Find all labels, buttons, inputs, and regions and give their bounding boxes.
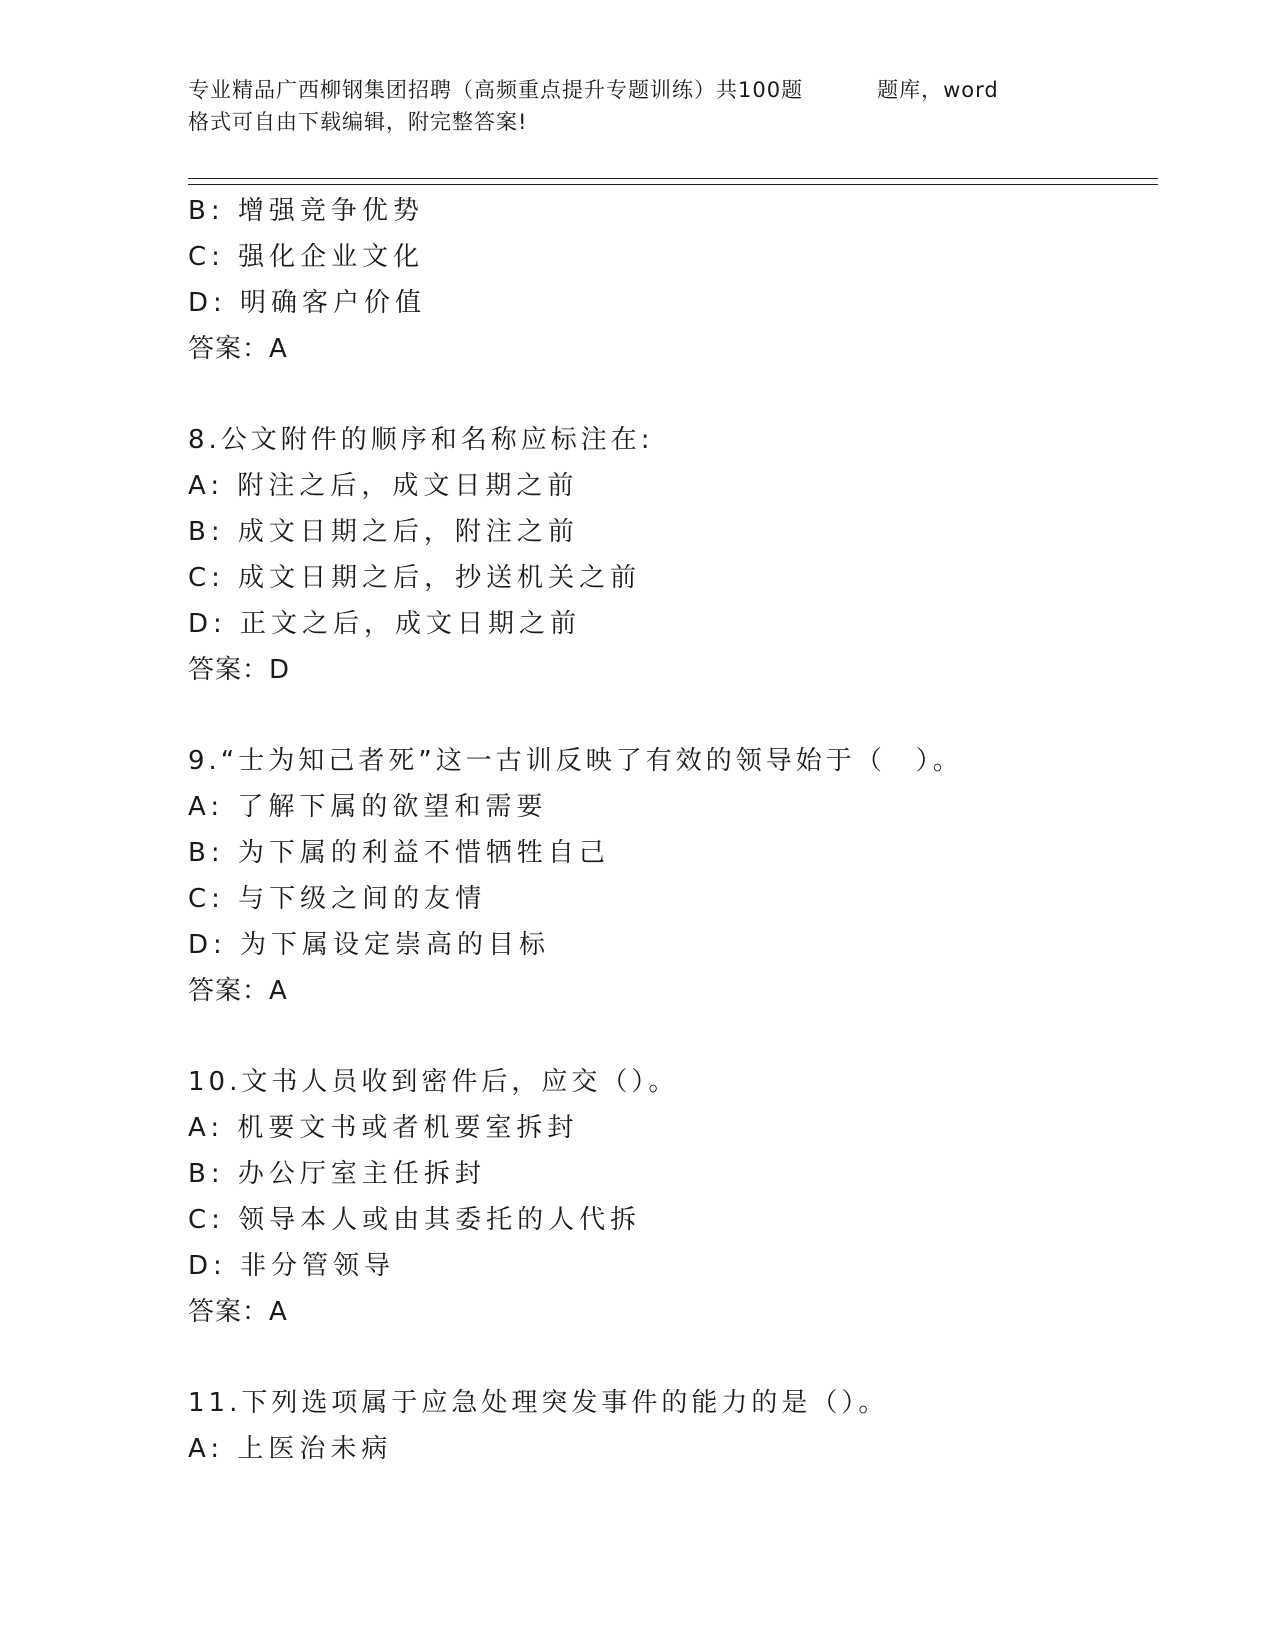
option-a: A: 机要文书或者机要室拆封 [188, 1113, 579, 1143]
question-text: 8.公文附件的顺序和名称应标注在: [188, 425, 654, 455]
question-block-11 [188, 1380, 1158, 1472]
option-d: D: 正文之后，成文日期之前 [188, 609, 582, 639]
question-block-8 [188, 417, 1158, 693]
question-block-10 [188, 1059, 1158, 1335]
header-divider-bottom [188, 184, 1158, 185]
option-b: B: 办公厅室主任拆封 [188, 1159, 486, 1189]
answer-line: 答案：A [188, 334, 288, 364]
header-line-1 [188, 74, 1088, 106]
question-block-9 [188, 738, 1158, 1014]
document-header [188, 74, 1088, 138]
option-c: C: 强化企业文化 [188, 242, 425, 272]
header-title-suffix: 题库，word [877, 78, 999, 102]
question-text: 9.“士为知己者死”这一古训反映了有效的领导始于（ ）。 [188, 746, 963, 776]
option-b: B: 成文日期之后，附注之前 [188, 517, 579, 547]
question-block-partial [188, 188, 1158, 372]
option-d: D: 明确客户价值 [188, 288, 427, 318]
option-c: C: 领导本人或由其委托的人代拆 [188, 1205, 642, 1235]
option-a: A: 上医治未病 [188, 1434, 393, 1464]
option-b: B: 增强竞争优势 [188, 196, 424, 226]
answer-line: 答案：A [188, 976, 288, 1006]
document-body [188, 188, 1158, 1472]
header-line-2: 格式可自由下载编辑，附完整答案! [188, 110, 528, 134]
option-d: D: 为下属设定崇高的目标 [188, 930, 551, 960]
question-text: 11.下列选项属于应急处理突发事件的能力的是（）。 [188, 1388, 889, 1418]
header-divider-top [188, 178, 1158, 179]
answer-line: 答案：A [188, 1297, 288, 1327]
question-text: 10.文书人员收到密件后，应交（）。 [188, 1067, 679, 1097]
option-a: A: 附注之后，成文日期之前 [188, 471, 579, 501]
option-c: C: 与下级之间的友情 [188, 884, 487, 914]
answer-line: 答案：D [188, 655, 291, 685]
option-a: A: 了解下属的欲望和需要 [188, 792, 548, 822]
option-c: C: 成文日期之后，抄送机关之前 [188, 563, 642, 593]
option-b: B: 为下属的利益不惜牺牲自己 [188, 838, 610, 868]
option-d: D: 非分管领导 [188, 1251, 396, 1281]
header-title: 专业精品广西柳钢集团招聘（高频重点提升专题训练）共100题 [188, 78, 804, 102]
